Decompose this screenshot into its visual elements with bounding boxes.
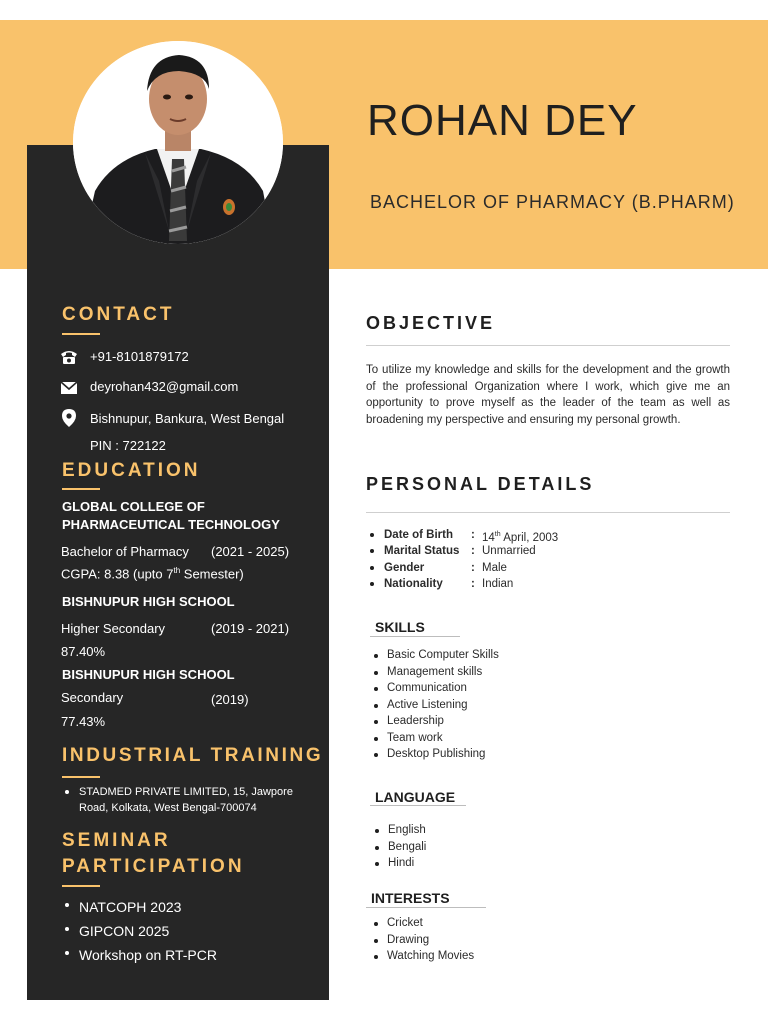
personal-details-heading: PERSONAL DETAILS [366,474,595,494]
skill-item: Active Listening [372,697,499,714]
skills-heading: SKILLS [375,619,425,635]
training-item: STADMED PRIVATE LIMITED, 15, Jawpore Road, Kolkata, West Bengal-700074 [61,784,311,816]
personal-details-rule [366,512,730,513]
score-1-prefix: CGPA: 8.38 (upto 7 [61,566,174,582]
interest-item: Watching Movies [372,948,474,965]
education-heading-rule [62,488,100,490]
bullet [370,533,374,537]
objective-heading: OBJECTIVE [366,313,496,333]
skill-item: Desktop Publishing [372,746,499,763]
education-school-2: BISHNUPUR HIGH SCHOOL [62,594,235,609]
dob-label: Date of Birth [384,529,453,541]
language-rule [370,805,466,806]
dob-day: 14 [482,531,495,544]
email-icon [60,380,78,396]
bullet [370,566,374,570]
education-school-1-line2: PHARMACEUTICAL TECHNOLOGY [62,517,280,532]
seminar-item: GIPCON 2025 [61,919,217,943]
skill-item: Leadership [372,713,499,730]
bullet [370,582,374,586]
skill-item: Basic Computer Skills [372,647,499,664]
language-list [373,822,426,872]
gender-separator: : [471,562,475,574]
language-item: Hindi [373,855,426,872]
skills-rule [370,636,460,637]
seminar-list [61,895,217,967]
phone-icon [60,349,78,365]
interest-item: Cricket [372,915,474,932]
interests-heading: INTERESTS [371,890,450,906]
nationality-value: Indian [482,578,514,590]
candidate-name: ROHAN DEY [367,96,638,145]
location-pin-icon [60,408,78,428]
training-heading-rule [62,776,100,778]
education-score-2: 87.40% [61,644,106,659]
seminar-heading-rule [62,885,100,887]
seminar-heading-line2: PARTICIPATION [62,856,245,877]
contact-heading-rule [62,333,100,335]
language-heading: LANGUAGE [375,789,456,805]
score-1-suffix: Semester) [180,566,244,582]
skill-item: Communication [372,680,499,697]
education-program-1: Bachelor of Pharmacy [61,544,189,559]
gender-label: Gender [384,562,425,574]
marital-value: Unmarried [482,545,536,557]
dob-rest: April, 2003 [500,531,559,544]
education-school-3: BISHNUPUR HIGH SCHOOL [62,667,235,682]
education-years-2: (2019 - 2021) [211,621,290,636]
score-1-sup: th [173,566,181,575]
nationality-label: Nationality [384,578,443,590]
profile-portrait-image [73,41,283,244]
nationality-separator: : [471,578,475,590]
contact-heading: CONTACT [62,304,175,325]
bullet [370,549,374,553]
language-item: English [373,822,426,839]
gender-value: Male [482,562,507,574]
skills-list [372,647,499,763]
interests-list [372,915,474,965]
education-score-1 [61,566,244,581]
education-years-3: (2019) [211,692,249,707]
seminar-heading-line1: SEMINAR [62,830,171,851]
training-list [61,784,311,816]
contact-email: deyrohan432@gmail.com [90,379,239,394]
candidate-degree: BACHELOR OF PHARMACY (B.PHARM) [370,192,735,212]
seminar-item: NATCOPH 2023 [61,895,217,919]
education-program-3: Secondary [61,690,124,705]
skill-item: Team work [372,730,499,747]
education-heading: EDUCATION [62,460,201,481]
education-score-3: 77.43% [61,714,106,729]
training-heading: INDUSTRIAL TRAINING [62,745,324,766]
education-years-1: (2021 - 2025) [211,544,290,559]
contact-pin: PIN : 722122 [90,438,166,453]
contact-address: Bishnupur, Bankura, West Bengal [90,411,285,426]
profile-photo [73,41,283,244]
objective-text: To utilize my knowledge and skills for the development and the growth of the professional Organization where I work, which give me an opportunity to prove myself as the leader of the team as well as broadening my perspective and ensuring my personal growth. [366,364,730,426]
marital-label: Marital Status [384,545,460,557]
education-school-1-line1: GLOBAL COLLEGE OF [62,499,205,514]
contact-phone: +91-8101879172 [90,349,189,364]
skill-item: Management skills [372,664,499,681]
education-program-2: Higher Secondary [61,621,166,636]
marital-separator: : [471,545,475,557]
interest-item: Drawing [372,932,474,949]
dob-sup: th [494,531,501,538]
objective-rule [366,345,730,346]
language-item: Bengali [373,839,426,856]
dob-separator: : [471,529,475,541]
interests-rule [366,907,486,908]
seminar-item: Workshop on RT-PCR [61,943,217,967]
